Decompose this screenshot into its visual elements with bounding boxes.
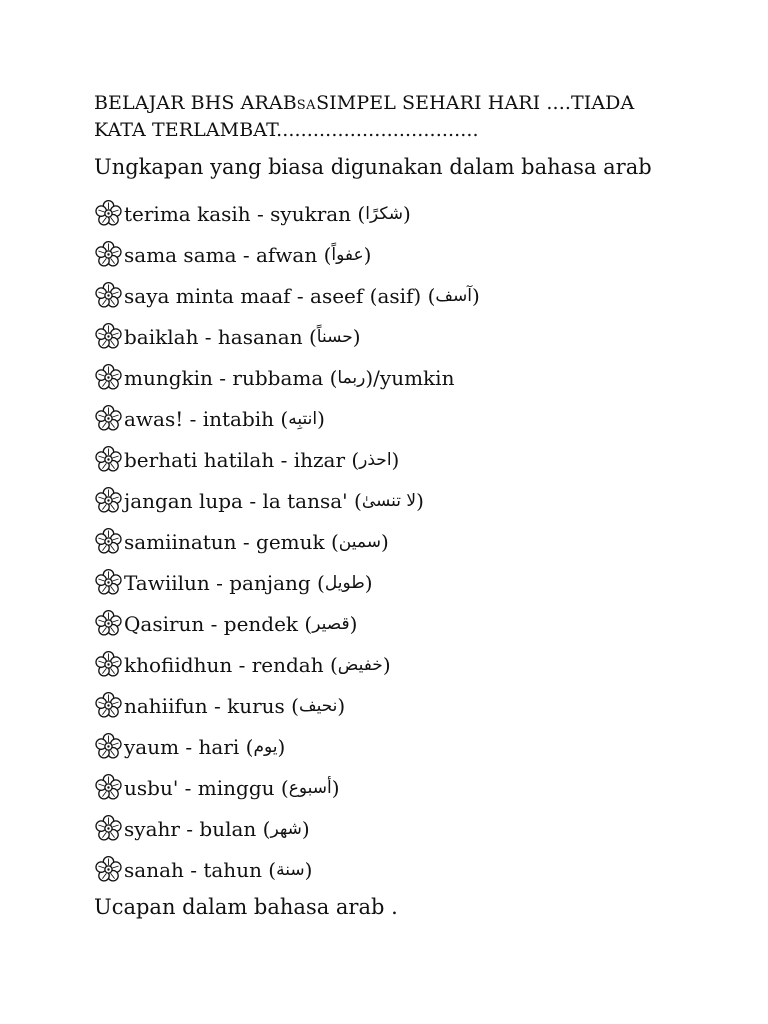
phrase-item (94, 767, 480, 808)
phrase-text: Qasirun - pendek ( (124, 611, 313, 636)
phrase-item (94, 193, 480, 234)
arabic-word: خفيض (337, 654, 383, 675)
arabic-word: شهر (270, 818, 302, 839)
arabic-word: قصير (312, 613, 350, 634)
phrase-text: syahr - bulan ( (124, 816, 271, 841)
flower-icon (94, 814, 123, 843)
phrase-text: baiklah - hasanan ( (124, 324, 317, 349)
title-line-2: KATA TERLAMBAT................................. (94, 119, 479, 141)
title-part-3: SIMPEL SEHARI HARI ....TIADA (316, 92, 635, 114)
arabic-word: يوم (253, 736, 278, 757)
flower-icon (94, 527, 123, 556)
flower-icon (94, 363, 123, 392)
phrase-text: yaum - hari ( (124, 734, 254, 759)
arabic-word: لا تنسىٰ (361, 490, 417, 511)
phrase-text: jangan lupa - la tansa' ( (124, 488, 362, 513)
phrase-item (94, 521, 480, 562)
flower-icon (94, 404, 123, 433)
phrase-closing: ) (349, 611, 358, 636)
flower-icon (94, 199, 123, 228)
phrase-closing: ) (471, 283, 480, 308)
phrase-item (94, 357, 480, 398)
phrase-item (94, 480, 480, 521)
phrase-text: samiinatun - gemuk ( (124, 529, 339, 554)
arabic-word: طويل (324, 572, 365, 593)
flower-icon (94, 322, 123, 351)
phrase-text: terima kasih - syukran ( (124, 201, 366, 226)
document-title (94, 91, 694, 143)
arabic-word: أسبوع (288, 777, 332, 798)
phrase-list (94, 193, 480, 890)
phrase-closing: )/yumkin (365, 365, 455, 390)
phrase-item (94, 644, 480, 685)
phrase-closing: ) (402, 201, 411, 226)
phrase-closing: ) (301, 816, 310, 841)
phrase-text: sanah - tahun ( (124, 857, 277, 882)
flower-icon (94, 650, 123, 679)
phrase-closing: ) (380, 529, 389, 554)
flower-icon (94, 691, 123, 720)
flower-icon (94, 773, 123, 802)
phrase-text: saya minta maaf - aseef (asif) ( (124, 283, 436, 308)
arabic-word: سمين (338, 531, 381, 552)
phrase-closing: ) (331, 775, 340, 800)
flower-icon (94, 445, 123, 474)
phrase-text: Tawiilun - panjang ( (124, 570, 325, 595)
phrase-item (94, 316, 480, 357)
phrase-closing: ) (277, 734, 286, 759)
flower-icon (94, 486, 123, 515)
phrase-text: awas! - intabih ( (124, 406, 289, 431)
arabic-word: عفواً (331, 244, 364, 265)
phrase-text: sama sama - afwan ( (124, 242, 332, 267)
flower-icon (94, 609, 123, 638)
phrase-item (94, 849, 480, 890)
arabic-word: آسف (435, 285, 472, 306)
phrase-item (94, 726, 480, 767)
phrase-text: nahiifun - kurus ( (124, 693, 299, 718)
flower-icon (94, 732, 123, 761)
phrase-item (94, 234, 480, 275)
phrase-item (94, 562, 480, 603)
phrase-item (94, 398, 480, 439)
section-heading: Ungkapan yang biasa digunakan dalam bahasa arab (94, 155, 652, 179)
phrase-closing: ) (337, 693, 346, 718)
phrase-closing: ) (391, 447, 400, 472)
phrase-text: usbu' - minggu ( (124, 775, 289, 800)
arabic-word: شكرًا (365, 203, 403, 224)
arabic-word: انتبِه (288, 408, 318, 429)
arabic-word: نحيف (298, 695, 338, 716)
phrase-item (94, 439, 480, 480)
phrase-closing: ) (304, 857, 313, 882)
phrase-closing: ) (317, 406, 325, 431)
phrase-closing: ) (382, 652, 391, 677)
flower-icon (94, 240, 123, 269)
phrase-closing: ) (364, 570, 373, 595)
flower-icon (94, 281, 123, 310)
phrase-text: khofiidhun - rendah ( (124, 652, 338, 677)
phrase-item (94, 275, 480, 316)
phrase-item (94, 603, 480, 644)
phrase-text: mungkin - rubbama ( (124, 365, 338, 390)
arabic-word: سنة (276, 859, 305, 880)
phrase-closing: ) (352, 324, 361, 349)
phrase-item (94, 808, 480, 849)
phrase-item (94, 685, 480, 726)
phrase-closing: ) (363, 242, 372, 267)
phrase-text: berhati hatilah - ihzar ( (124, 447, 360, 472)
title-part-1: BELAJAR BHS ARAB (94, 92, 297, 114)
arabic-word: احذر (359, 449, 392, 470)
phrase-closing: ) (416, 488, 424, 513)
arabic-word: حسناً (316, 326, 353, 347)
arabic-word: ربما (337, 367, 366, 388)
flower-icon (94, 855, 123, 884)
footer-heading: Ucapan dalam bahasa arab . (94, 895, 398, 919)
flower-icon (94, 568, 123, 597)
title-part-2: SA (296, 98, 317, 113)
